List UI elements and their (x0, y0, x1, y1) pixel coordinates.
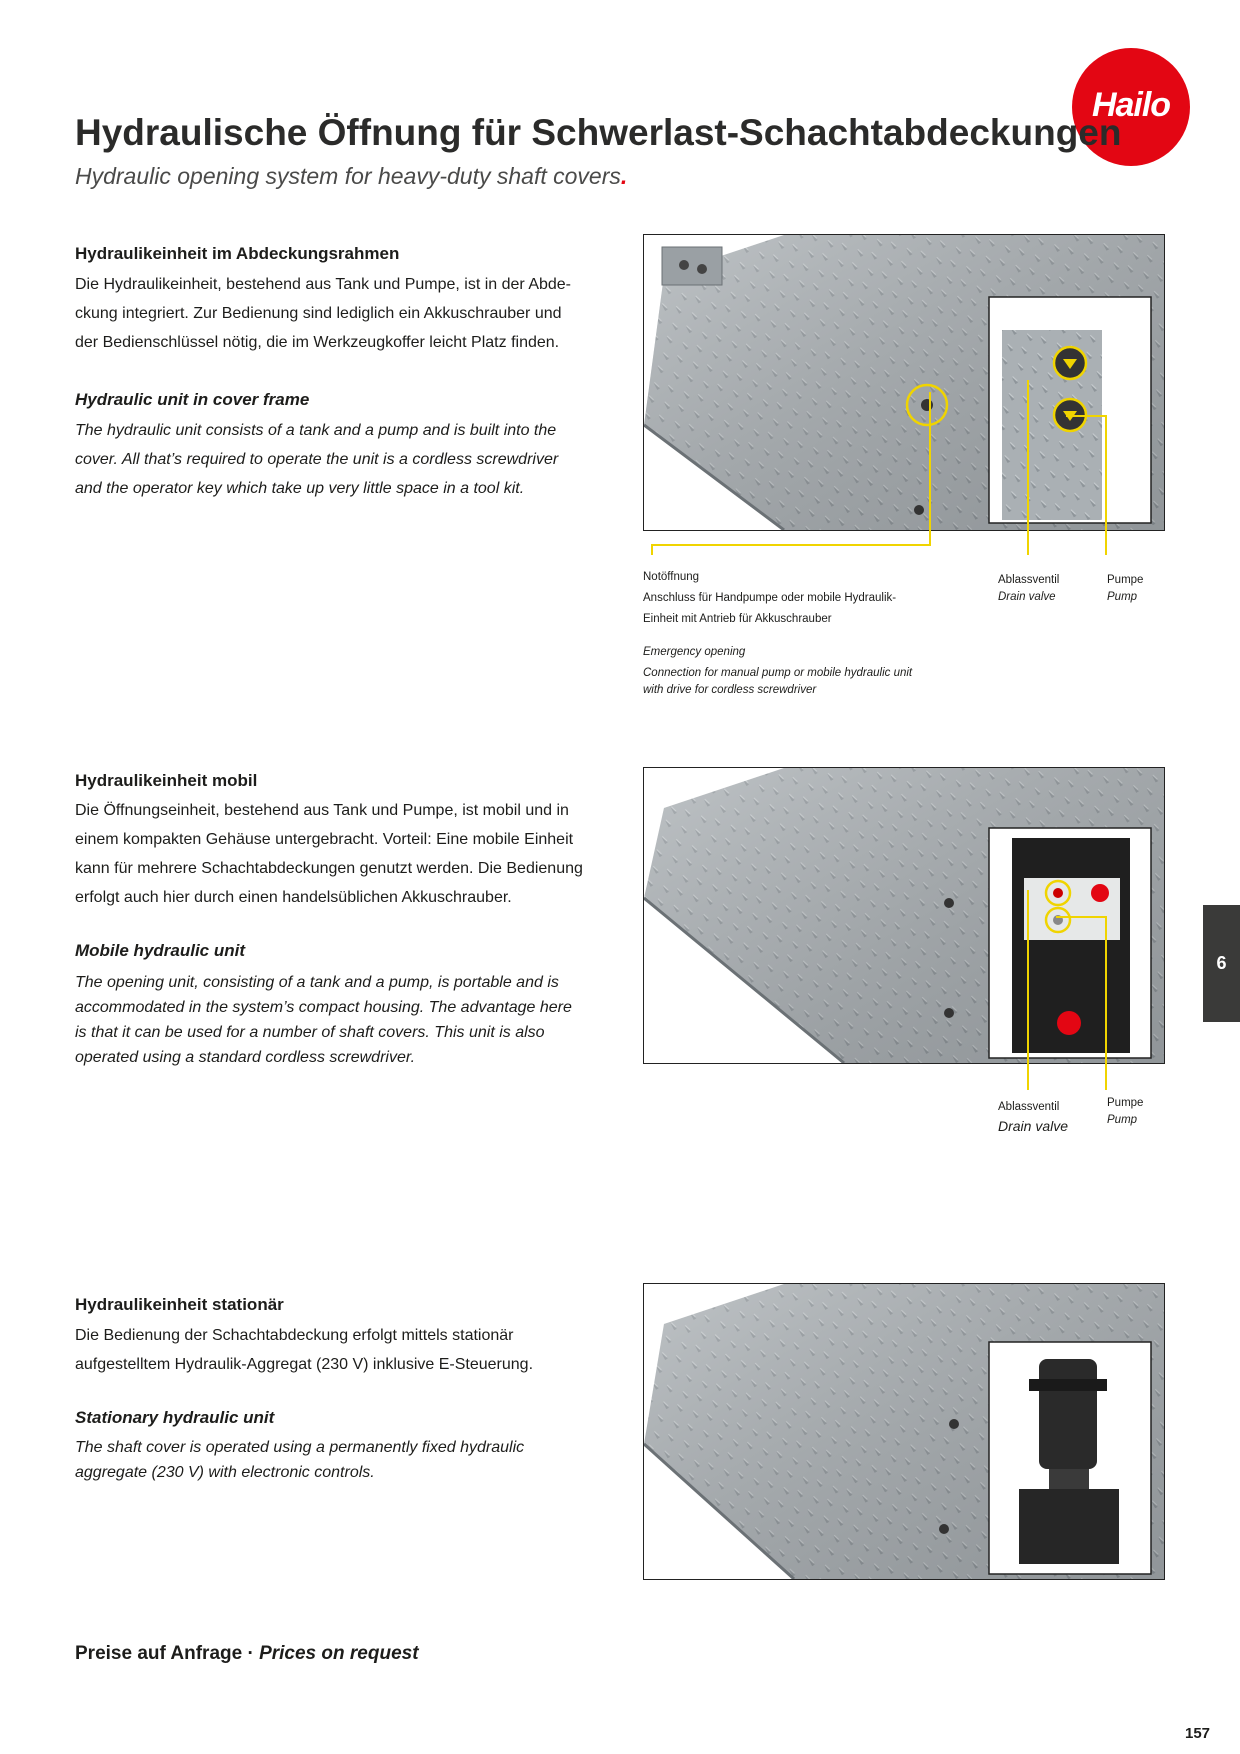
section1-body-de: Die Hydraulikeinheit, bestehend aus Tank und Pumpe, ist in der Abde- ckung integriert. Zur Bedienung sind lediglich ein Akkuschrauber und der Bedienschlüssel nötig, die im Werkzeugkoffer leicht Platz finden. (75, 276, 572, 351)
emergency-opening-caption: Notöffnung Anschluss für Handpumpe oder mobile Hydraulik- Einheit mit Antrieb für Akkuschrauber Emergency opening Connection for manual pump or mobile hydraulic unit with drive for cordless screwdriver (643, 571, 913, 696)
stationary-unit-photo (643, 1283, 1165, 1580)
drain-valve-caption-1: Ablassventil Drain valve (998, 574, 1060, 603)
chapter-tab: 6 (1203, 905, 1240, 1022)
title-dot: . (1121, 112, 1132, 153)
page-title: Hydraulische Öffnung für Schwerlast-Schachtabdeckungen. (75, 112, 1132, 153)
section3-body-de: Die Bedienung der Schachtabdeckung erfolgt mittels stationär aufgestelltem Hydraulik-Aggregat (230 V) inklusive E-Steuerung. (75, 1327, 534, 1373)
logo-text: Hailo (1091, 86, 1171, 124)
prices-note: Preise auf Anfrage · Prices on request (75, 1643, 419, 1664)
section3-heading-de: Hydraulikeinheit stationär (75, 1295, 284, 1314)
pump-caption-2: Pumpe Pump (1107, 1097, 1144, 1126)
section2-body-de: Die Öffnungseinheit, bestehend aus Tank und Pumpe, ist mobil und in einem kompakten Gehäuse untergebracht. Vorteil: Eine mobile Einheit kann für mehrere Schachtabdeckungen genutzt werden. Die Bedienung erfolgt auch hier durch einen handelsüblichen Akkuschrauber. (75, 802, 583, 906)
subtitle-dot: . (620, 163, 628, 189)
section1-heading-en: Hydraulic unit in cover frame (75, 390, 310, 409)
page-subtitle: Hydraulic opening system for heavy-duty shaft covers. (75, 163, 628, 189)
section3-heading-en: Stationary hydraulic unit (75, 1408, 275, 1427)
callout-lines-1 (640, 380, 1160, 555)
callout-lines-2 (640, 880, 1160, 1100)
section3-body-en: The shaft cover is operated using a permanently fixed hydraulic aggregate (230 V) with electronic controls. (75, 1439, 525, 1481)
drain-valve-caption-2: Ablassventil Drain valve (998, 1101, 1069, 1134)
page-number: 157 (1185, 1725, 1211, 1742)
pump-caption-1: Pumpe Pump (1107, 574, 1144, 603)
section1-heading-de: Hydraulikeinheit im Abdeckungsrahmen (75, 244, 400, 263)
section2-body-en: The opening unit, consisting of a tank and a pump, is portable and is accommodated in the system’s compact housing. The advantage here is that it can be used for a number of shaft covers. This unit is also operated using a standard cordless screwdriver. (75, 974, 572, 1066)
section2-heading-en: Mobile hydraulic unit (75, 941, 246, 960)
section1-body-en: The hydraulic unit consists of a tank and a pump and is built into the cover. All that’s required to operate the unit is a cordless screwdriver and the operator key which take up very little space in a tool kit. (75, 422, 559, 497)
section2-heading-de: Hydraulikeinheit mobil (75, 771, 258, 790)
